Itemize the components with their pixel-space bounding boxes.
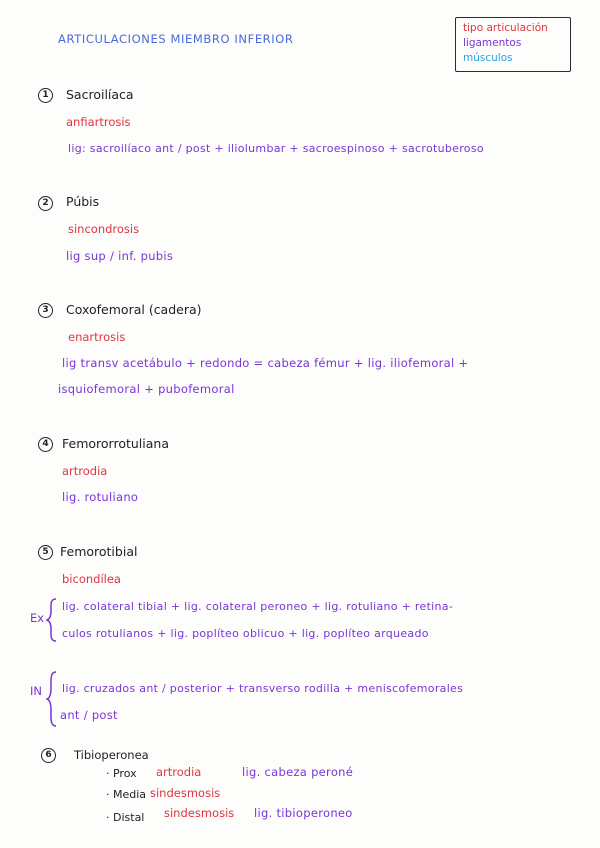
ligaments-line: lig. rotuliano bbox=[62, 490, 139, 504]
joint-type: anfiartrosis bbox=[66, 115, 131, 129]
ligaments-line: culos rotulianos + lig. poplíteo oblicuo + lig. poplíteo arqueado bbox=[62, 627, 429, 640]
extrinsic-label: Ex bbox=[30, 611, 45, 625]
ligaments-line: lig transv acetábulo + redondo = cabeza fémur + lig. iliofemoral + bbox=[62, 356, 469, 370]
section-number: 6 bbox=[41, 748, 56, 763]
joint-type: bicondílea bbox=[62, 572, 121, 586]
ligaments-line: lig. tibioperoneo bbox=[254, 806, 353, 820]
curly-brace bbox=[46, 670, 58, 728]
section-heading: Púbis bbox=[66, 194, 100, 209]
tibioperonea-media-label: · Media bbox=[106, 788, 147, 801]
ligaments-line: lig sup / inf. pubis bbox=[66, 249, 174, 263]
color-legend bbox=[455, 17, 571, 72]
joint-type: enartrosis bbox=[68, 330, 126, 344]
section-number: 1 bbox=[38, 88, 53, 103]
section-number: 4 bbox=[38, 437, 53, 452]
section-number: 2 bbox=[38, 196, 53, 211]
curly-brace bbox=[46, 597, 58, 643]
legend-musculos: músculos bbox=[463, 52, 513, 64]
joint-type: artrodia bbox=[62, 464, 108, 478]
joint-type: artrodia bbox=[156, 765, 202, 779]
ligaments-line: lig. colateral tibial + lig. colateral peroneo + lig. rotuliano + retina- bbox=[62, 600, 454, 613]
joint-type: sindesmosis bbox=[150, 786, 221, 800]
ligaments-line: ant / post bbox=[60, 708, 118, 722]
ligaments-line: isquiofemoral + pubofemoral bbox=[58, 382, 235, 396]
intrinsic-label: IN bbox=[30, 684, 42, 698]
legend-tipo: tipo articulación bbox=[463, 22, 548, 34]
section-number: 5 bbox=[38, 545, 53, 560]
tibioperonea-prox-label: · Prox bbox=[106, 767, 137, 780]
section-number: 3 bbox=[38, 303, 53, 318]
ligaments-line: lig: sacroilíaco ant / post + iliolumbar + sacroespinoso + sacrotuberoso bbox=[68, 142, 484, 155]
section-heading: Sacroilíaca bbox=[66, 87, 134, 102]
section-heading: Coxofemoral (cadera) bbox=[66, 302, 202, 317]
ligaments-line: lig. cruzados ant / posterior + transverso rodilla + meniscofemorales bbox=[62, 682, 464, 695]
joint-type: sindesmosis bbox=[164, 806, 235, 820]
section-heading: Femororrotuliana bbox=[62, 436, 169, 451]
section-heading: Femorotibial bbox=[60, 544, 138, 559]
page-title: ARTICULACIONES MIEMBRO INFERIOR bbox=[58, 32, 294, 46]
ligaments-line: lig. cabeza peroné bbox=[242, 765, 354, 779]
joint-type: sincondrosis bbox=[68, 222, 140, 236]
tibioperonea-distal-label: · Distal bbox=[106, 811, 145, 824]
section-heading: Tibioperonea bbox=[74, 748, 149, 762]
legend-ligamentos: ligamentos bbox=[463, 37, 522, 49]
